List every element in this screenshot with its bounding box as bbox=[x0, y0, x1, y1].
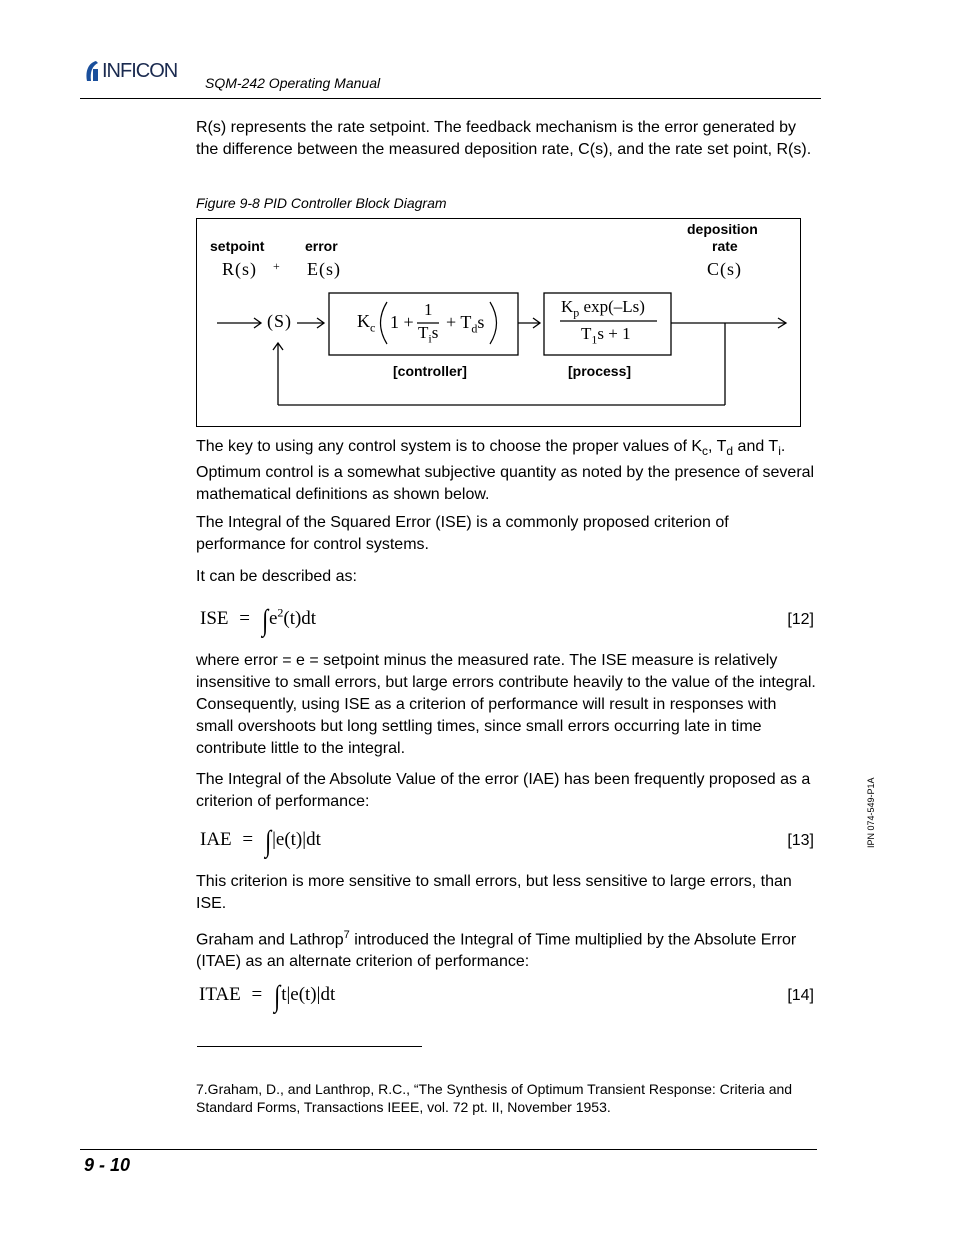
r-of-s: R(s) bbox=[222, 259, 257, 279]
controller-td-term: + $T_ds$ bbox=[446, 312, 485, 336]
iae-equation: IAE = ∫|e(t)|dt bbox=[200, 825, 321, 858]
plus-sign: + bbox=[273, 259, 280, 273]
controller-frac-num: 1 bbox=[424, 300, 433, 319]
manual-title: SQM-242 Operating Manual bbox=[205, 75, 381, 91]
iae-explain-paragraph: This criterion is more sensitive to small errors, but less sensitive to large errors, than ISE. bbox=[196, 873, 792, 912]
described-paragraph: It can be described as: bbox=[196, 568, 357, 585]
ise-explain-paragraph: where error = e = setpoint minus the measured rate. The ISE measure is relatively insensitive to small errors, but large errors contribute heavily to the value of the integral. Consequently, using ISE as a criterion of performance will result in responses with small overshoots but long settling times, since small errors occurring late in time contribute little to the integral. bbox=[196, 652, 816, 757]
error-label: error bbox=[305, 238, 338, 254]
e-of-s: E(s) bbox=[307, 259, 341, 279]
process-label: [process] bbox=[568, 363, 632, 379]
process-den: $T_1s + 1$ bbox=[581, 324, 631, 347]
process-num: $K_p$ exp(–Ls) bbox=[561, 297, 645, 320]
logo-text: INFICON bbox=[102, 60, 178, 82]
intro-paragraph: R(s) represents the rate setpoint. The feedback mechanism is the error generated by the difference between the measured deposition rate, C(s), and the rate set point, R(s). bbox=[196, 119, 812, 158]
summing-junction: (S) bbox=[267, 311, 292, 331]
key-paragraph: The key to using any control system is to choose the proper values of $K_c$, $T_d$ and $T_i$. Optimum control is a somewhat subjective quantity as noted by the presence of several mathematical definitions as shown below. bbox=[196, 438, 815, 504]
itae-equation: ITAE = ∫t|e(t)|dt bbox=[199, 980, 336, 1013]
ise-equation: ISE = $\int e^2(t)dt$ bbox=[200, 604, 317, 637]
c-of-s: C(s) bbox=[707, 259, 742, 279]
controller-tf: $K_c$ bbox=[357, 311, 376, 335]
rate-label: rate bbox=[712, 238, 738, 254]
footnote: 7.Graham, D., and Lanthrop, R.C., “The Synthesis of Optimum Transient Response: Criteria and Standard Forms, Transactions IEEE, vol. 72 pt. II, November 1953. bbox=[196, 1081, 793, 1115]
equation-number-13: [13] bbox=[787, 832, 814, 849]
ise-intro-paragraph: The Integral of the Squared Error (ISE) is a commonly proposed criterion of performance for control systems. bbox=[196, 514, 729, 553]
footnote-rule bbox=[197, 1046, 422, 1047]
controller-label: [controller] bbox=[393, 363, 467, 379]
footer-rule bbox=[80, 1149, 817, 1150]
iae-intro-paragraph: The Integral of the Absolute Value of the error (IAE) has been frequently proposed as a criterion of performance: bbox=[196, 771, 811, 810]
side-ipn-text: IPN 074-549-P1A bbox=[866, 777, 876, 848]
pid-block-diagram bbox=[196, 218, 801, 427]
figure-caption: Figure 9-8 PID Controller Block Diagram bbox=[196, 195, 447, 211]
setpoint-label: setpoint bbox=[210, 238, 265, 254]
itae-intro-paragraph: Graham and Lathrop$^7$ introduced the Integral of Time multiplied by the Absolute Error (ITAE) as an alternate criterion of performance: bbox=[196, 929, 797, 971]
inficon-logo-icon bbox=[82, 60, 102, 82]
deposition-label: deposition bbox=[687, 221, 758, 237]
controller-one-plus: 1 + bbox=[390, 312, 414, 332]
controller-frac-den: $T_is$ bbox=[418, 323, 439, 346]
page-number: 9 - 10 bbox=[84, 1155, 131, 1175]
header-rule bbox=[80, 98, 821, 99]
equation-number-12: [12] bbox=[787, 611, 814, 628]
equation-number-14: [14] bbox=[787, 987, 814, 1004]
